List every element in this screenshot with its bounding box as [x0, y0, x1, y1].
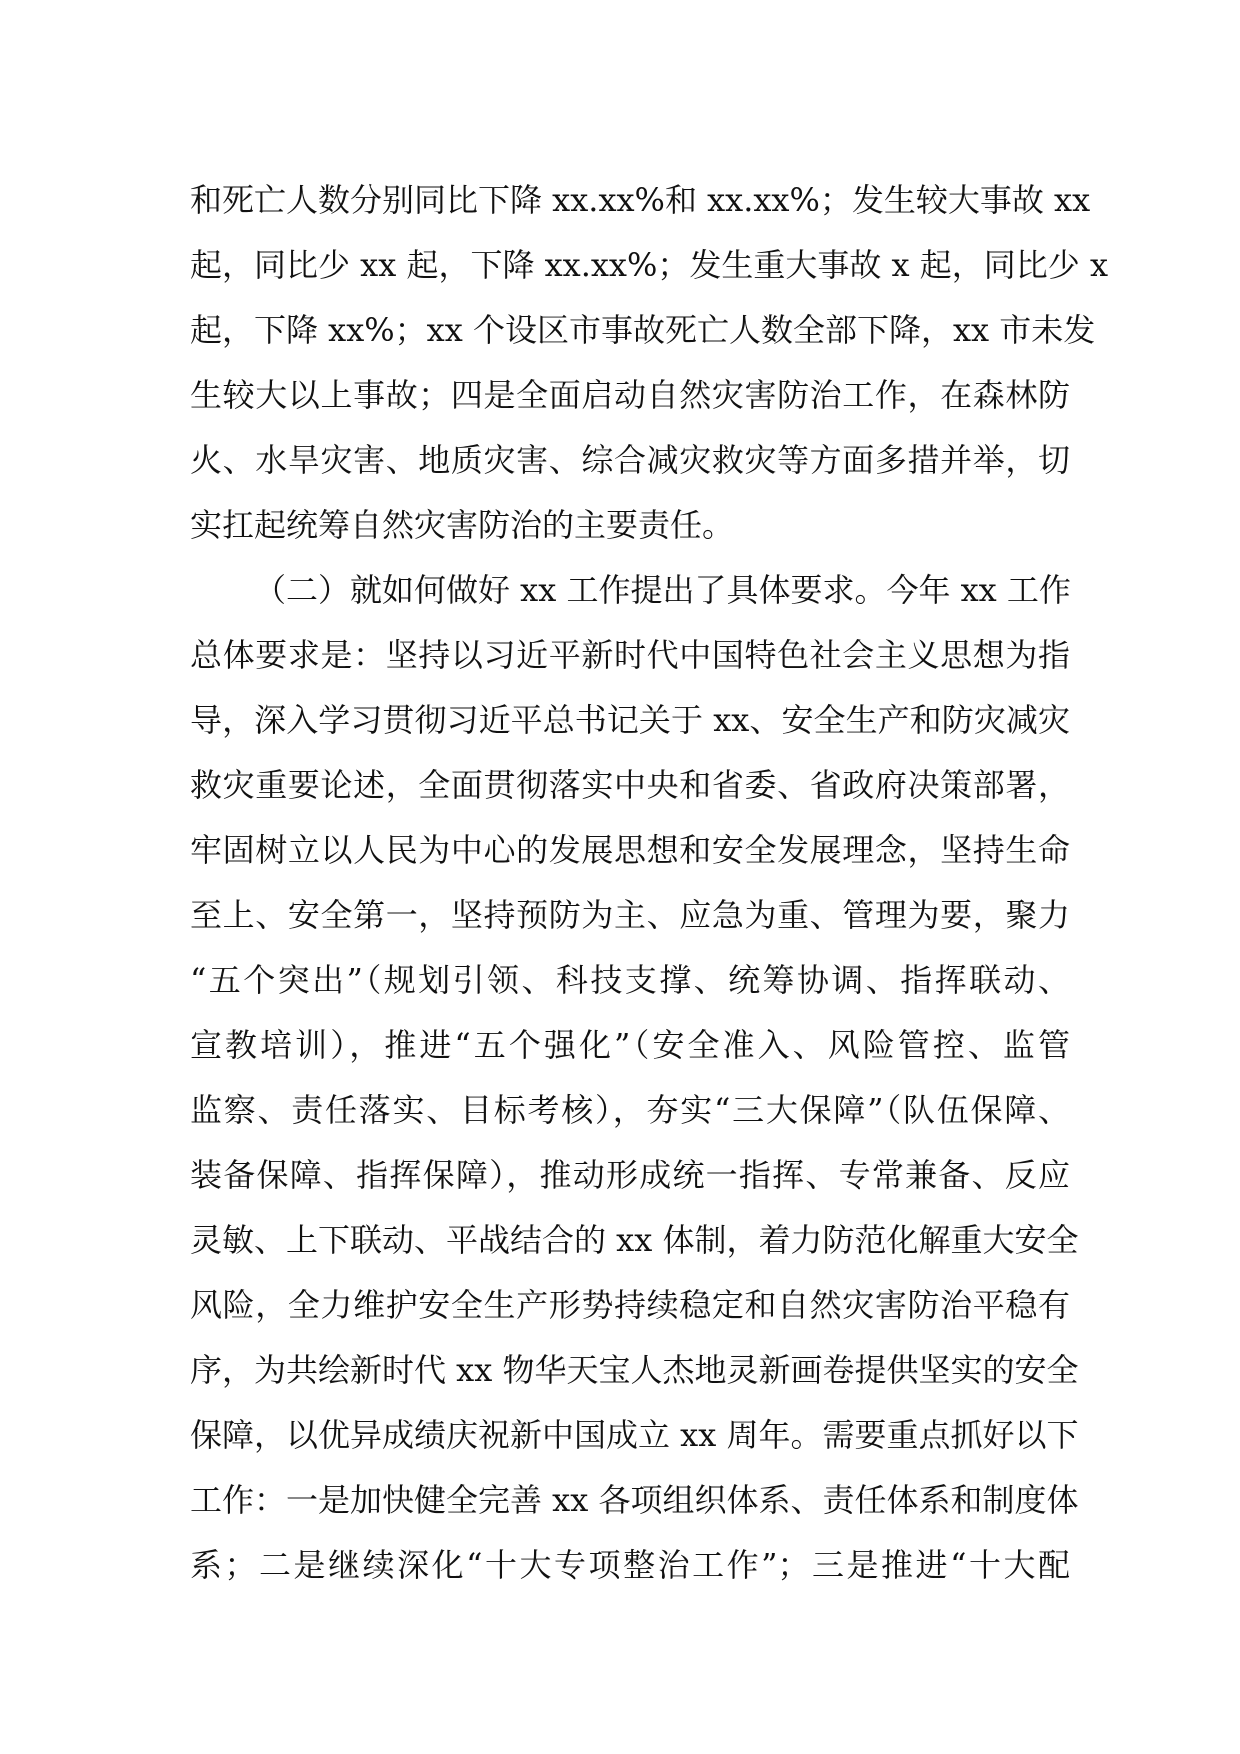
text-line: 总体要求是：坚持以习近平新时代中国特色社会主义思想为指 [190, 636, 1070, 674]
text-line: 救灾重要论述，全面贯彻落实中央和省委、省政府决策部署， [190, 766, 1070, 804]
text-line: 导，深入学习贯彻习近平总书记关于 xx、安全生产和防灾减灾 [190, 701, 1070, 739]
text-line: 起，同比少 xx 起，下降 xx.xx%；发生重大事故 x 起，同比少 x [190, 246, 1108, 284]
text-line: 保障，以优异成绩庆祝新中国成立 xx 周年。需要重点抓好以下 [190, 1416, 1079, 1454]
text-line: 监察、责任落实、目标考核），夯实“三大保障”（队伍保障、 [190, 1091, 1070, 1129]
text-line: 牢固树立以人民为中心的发展思想和安全发展理念，坚持生命 [190, 831, 1070, 869]
text-line: 序，为共绘新时代 xx 物华天宝人杰地灵新画卷提供坚实的安全 [190, 1351, 1079, 1389]
text-line: 生较大以上事故；四是全面启动自然灾害防治工作，在森林防 [190, 376, 1070, 414]
body-text [190, 168, 1108, 1598]
text-line: 火、水旱灾害、地质灾害、综合减灾救灾等方面多措并举，切 [190, 441, 1070, 479]
text-line: “五个突出”（规划引领、科技支撑、统筹协调、指挥联动、 [190, 961, 1070, 999]
paragraph-start-line: （二）就如何做好 xx 工作提出了具体要求。今年 xx 工作 [254, 571, 1071, 609]
text-line: 宣教培训），推进“五个强化”（安全准入、风险管控、监管 [190, 1026, 1070, 1064]
text-line: 风险，全力维护安全生产形势持续稳定和自然灾害防治平稳有 [190, 1286, 1070, 1324]
text-line: 系；二是继续深化“十大专项整治工作”；三是推进“十大配 [190, 1546, 1070, 1584]
text-line: 和死亡人数分别同比下降 xx.xx%和 xx.xx%；发生较大事故 xx [190, 181, 1091, 219]
text-line: 实扛起统筹自然灾害防治的主要责任。 [190, 506, 735, 544]
text-line: 装备保障、指挥保障），推动形成统一指挥、专常兼备、反应 [190, 1156, 1070, 1194]
text-line: 至上、安全第一，坚持预防为主、应急为重、管理为要，聚力 [190, 896, 1070, 934]
text-line: 起，下降 xx%；xx 个设区市事故死亡人数全部下降，xx 市未发 [190, 311, 1096, 349]
text-line: 工作：一是加快健全完善 xx 各项组织体系、责任体系和制度体 [190, 1481, 1079, 1519]
text-line: 灵敏、上下联动、平战结合的 xx 体制，着力防范化解重大安全 [190, 1221, 1079, 1259]
